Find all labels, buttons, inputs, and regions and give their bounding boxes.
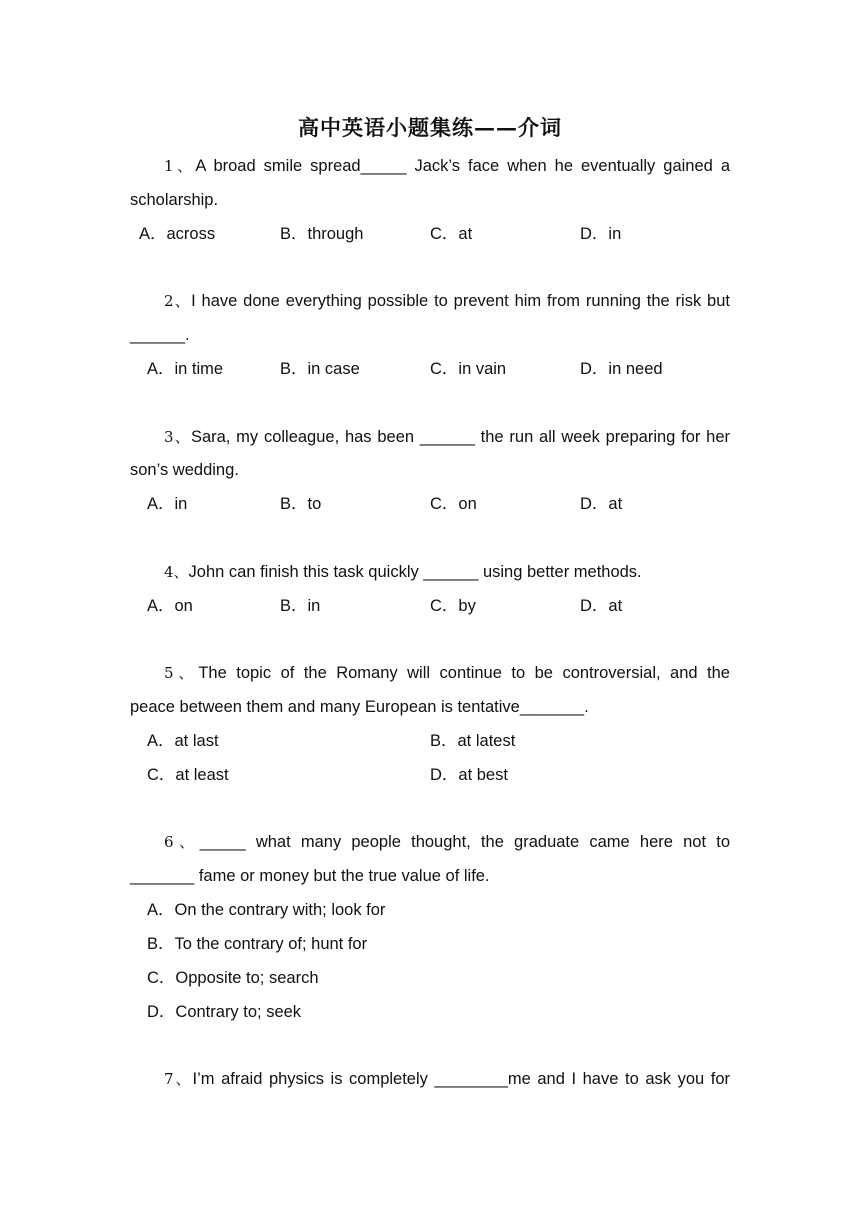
option-b: B．to — [280, 495, 322, 513]
question-number: 7、 — [164, 1070, 193, 1088]
question-1-stem-line2: scholarship. — [130, 191, 219, 209]
question-number: 4、 — [164, 563, 189, 581]
option-c: C．on — [430, 495, 477, 513]
question-7-stem-line1: 7、I’m afraid physics is completely ________me and I have to ask you for — [164, 1070, 731, 1088]
option-b: B．in — [280, 597, 321, 615]
option-d: D．at — [580, 495, 623, 513]
question-2-stem-line2: ______. — [130, 326, 190, 344]
option-b: B．through — [280, 225, 364, 243]
option-a: A．at last — [147, 732, 219, 750]
question-6-stem-line1: 6、_____ what many people thought, the graduate came here not to — [164, 833, 730, 851]
option-d: D．at — [580, 597, 623, 615]
option-b: B．To the contrary of; hunt for — [147, 935, 368, 953]
question-5-stem-line2: peace between them and many European is tentative_______. — [130, 698, 589, 716]
option-d: D．Contrary to; seek — [147, 1003, 302, 1021]
option-a: A．across — [139, 225, 216, 243]
question-2-stem-line1: 2、I have done everything possible to prevent him from running the risk but — [164, 292, 730, 310]
page-title: 高中英语小题集练——介词 — [298, 115, 562, 140]
option-b: B．at latest — [430, 732, 516, 750]
question-number: 2、 — [164, 292, 192, 310]
option-a: A．On the contrary with; look for — [147, 901, 386, 919]
option-a: A．in — [147, 495, 188, 513]
option-d: D．in need — [580, 360, 663, 378]
question-number: 1、 — [164, 157, 196, 175]
option-a: A．on — [147, 597, 193, 615]
question-5-stem-line1: 5、The topic of the Romany will continue to be controversial, and the — [164, 664, 730, 682]
question-3-stem-line2: son’s wedding. — [130, 461, 239, 479]
question-number: 3、 — [164, 428, 191, 446]
question-6-stem-line2: _______ fame or money but the true value of life. — [130, 867, 490, 885]
option-c: C．by — [430, 597, 476, 615]
option-c: C．at least — [147, 766, 229, 784]
option-c: C．Opposite to; search — [147, 969, 319, 987]
option-d: D．in — [580, 225, 622, 243]
option-c: C．at — [430, 225, 473, 243]
question-number: 6、 — [164, 833, 200, 851]
option-b: B．in case — [280, 360, 360, 378]
question-number: 5、 — [164, 664, 199, 682]
option-a: A．in time — [147, 360, 224, 378]
option-c: C．in vain — [430, 360, 507, 378]
question-1-stem-line1: 1、A broad smile spread_____ Jack’s face when he eventually gained a — [164, 157, 731, 175]
option-d: D．at best — [430, 766, 508, 784]
question-3-stem-line1: 3、Sara, my colleague, has been ______ the run all week preparing for her — [164, 428, 731, 446]
question-4-stem-line1: 4、John can finish this task quickly ______ using better methods. — [164, 563, 642, 581]
